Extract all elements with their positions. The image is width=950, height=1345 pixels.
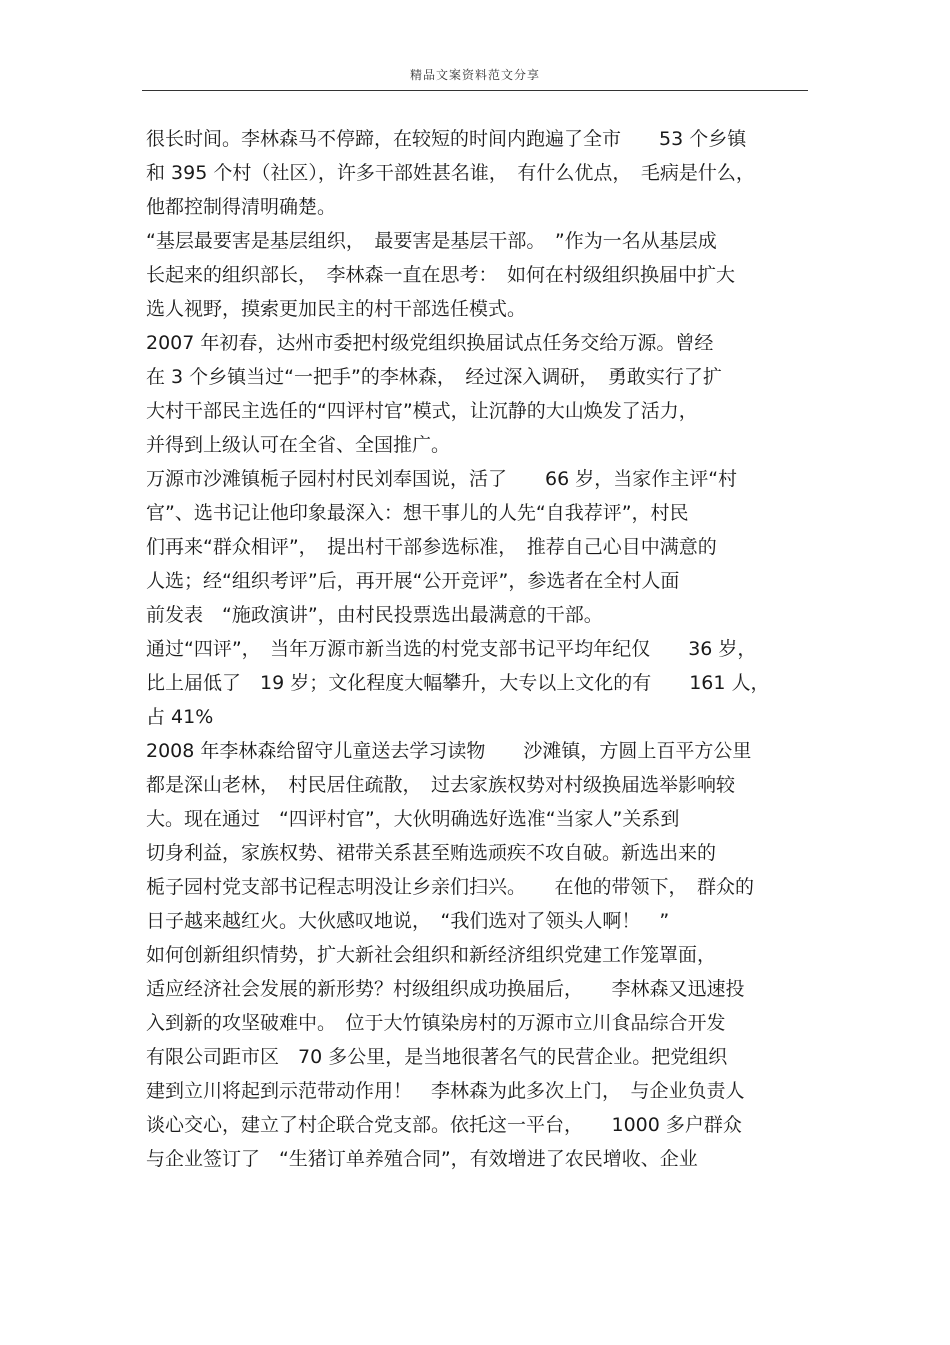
page-header: 精品文案资料范文分享 <box>409 68 540 82</box>
text-line: 很长时间。李林森马不停蹄，在较短的时间内跑遍了全市 53 个乡镇 <box>146 128 747 150</box>
text-line: 比上届低了 19 岁；文化程度大幅攀升，大专以上文化的有 161 人， <box>146 672 770 694</box>
text-line: 2008 年李林森给留守儿童送去学习读物 沙滩镇，方圆上百平方公里 <box>146 740 752 762</box>
text-line: 如何创新组织情势，扩大新社会组织和新经济组织党建工作笼罩面， <box>146 944 717 966</box>
text-line: 都是深山老林， 村民居住疏散， 过去家族权势对村级换届选举影响较 <box>146 774 736 796</box>
text-line: 前发表 “施政演讲”，由村民投票选出最满意的干部。 <box>146 604 603 626</box>
text-line: 通过“四评”， 当年万源市新当选的村党支部书记平均年纪仅 36 岁， <box>146 638 757 660</box>
text-line: 长起来的组织部长， 李林森一直在思考： 如何在村级组织换届中扩大 <box>146 264 736 286</box>
text-line: 切身利益，家族权势、裙带关系甚至贿选顽疾不攻自破。新选出来的 <box>146 842 717 864</box>
text-line: 建到立川将起到示范带动作用！ 李林森为此多次上门， 与企业负责人 <box>146 1080 745 1102</box>
text-line: 并得到上级认可在全省、全国推广。 <box>146 434 451 456</box>
text-line: 选人视野，摸索更加民主的村干部选任模式。 <box>146 298 527 320</box>
text-line: 大。现在通过 “四评村官”，大伙明确选好选准“当家人”关系到 <box>146 808 680 830</box>
text-line: 谈心交心，建立了村企联合党支部。依托这一平台， 1000 多户群众 <box>146 1114 742 1136</box>
text-line: 们再来“群众相评”， 提出村干部参选标准， 推荐自己心目中满意的 <box>146 536 717 558</box>
text-line: 人选；经“组织考评”后，再开展“公开竞评”，参选者在全村人面 <box>146 570 680 592</box>
text-line: 日子越来越红火。大伙感叹地说， “我们选对了领头人啊！ ” <box>146 910 670 932</box>
text-line: 栀子园村党支部书记程志明没让乡亲们扫兴。 在他的带领下， 群众的 <box>146 876 755 898</box>
text-line: 万源市沙滩镇栀子园村村民刘奉国说，活了 66 岁，当家作主评“村 <box>146 468 738 490</box>
text-line: 大村干部民主选任的“四评村官”模式，让沉静的大山焕发了活力， <box>146 400 698 422</box>
text-line: “基层最要害是基层组织， 最要害是基层干部。 ”作为一名从基层成 <box>146 230 717 252</box>
text-line: 官”、选书记让他印象最深入：想干事儿的人先“自我荐评”，村民 <box>146 502 689 524</box>
header-divider <box>142 90 808 91</box>
text-line: 他都控制得清明确楚。 <box>146 196 337 218</box>
text-line: 2007 年初春，达州市委把村级党组织换届试点任务交给万源。曾经 <box>146 332 714 354</box>
text-line: 在 3 个乡镇当过“一把手”的李林森， 经过深入调研， 勇敢实行了扩 <box>146 366 722 388</box>
text-line: 适应经济社会发展的新形势？村级组织成功换届后， 李林森又迅速投 <box>146 978 745 1000</box>
text-line: 占 41% <box>146 706 214 728</box>
text-line: 和 395 个村（社区），许多干部姓甚名谁， 有什么优点， 毛病是什么， <box>146 162 755 184</box>
text-line: 入到新的攻坚破难中。 位于大竹镇染房村的万源市立川食品综合开发 <box>146 1012 726 1034</box>
article-body <box>146 122 814 1176</box>
text-line: 与企业签订了 “生猪订单养殖合同”，有效增进了农民增收、企业 <box>146 1148 698 1170</box>
text-line: 有限公司距市区 70 多公里，是当地很著名气的民营企业。把党组织 <box>146 1046 728 1068</box>
